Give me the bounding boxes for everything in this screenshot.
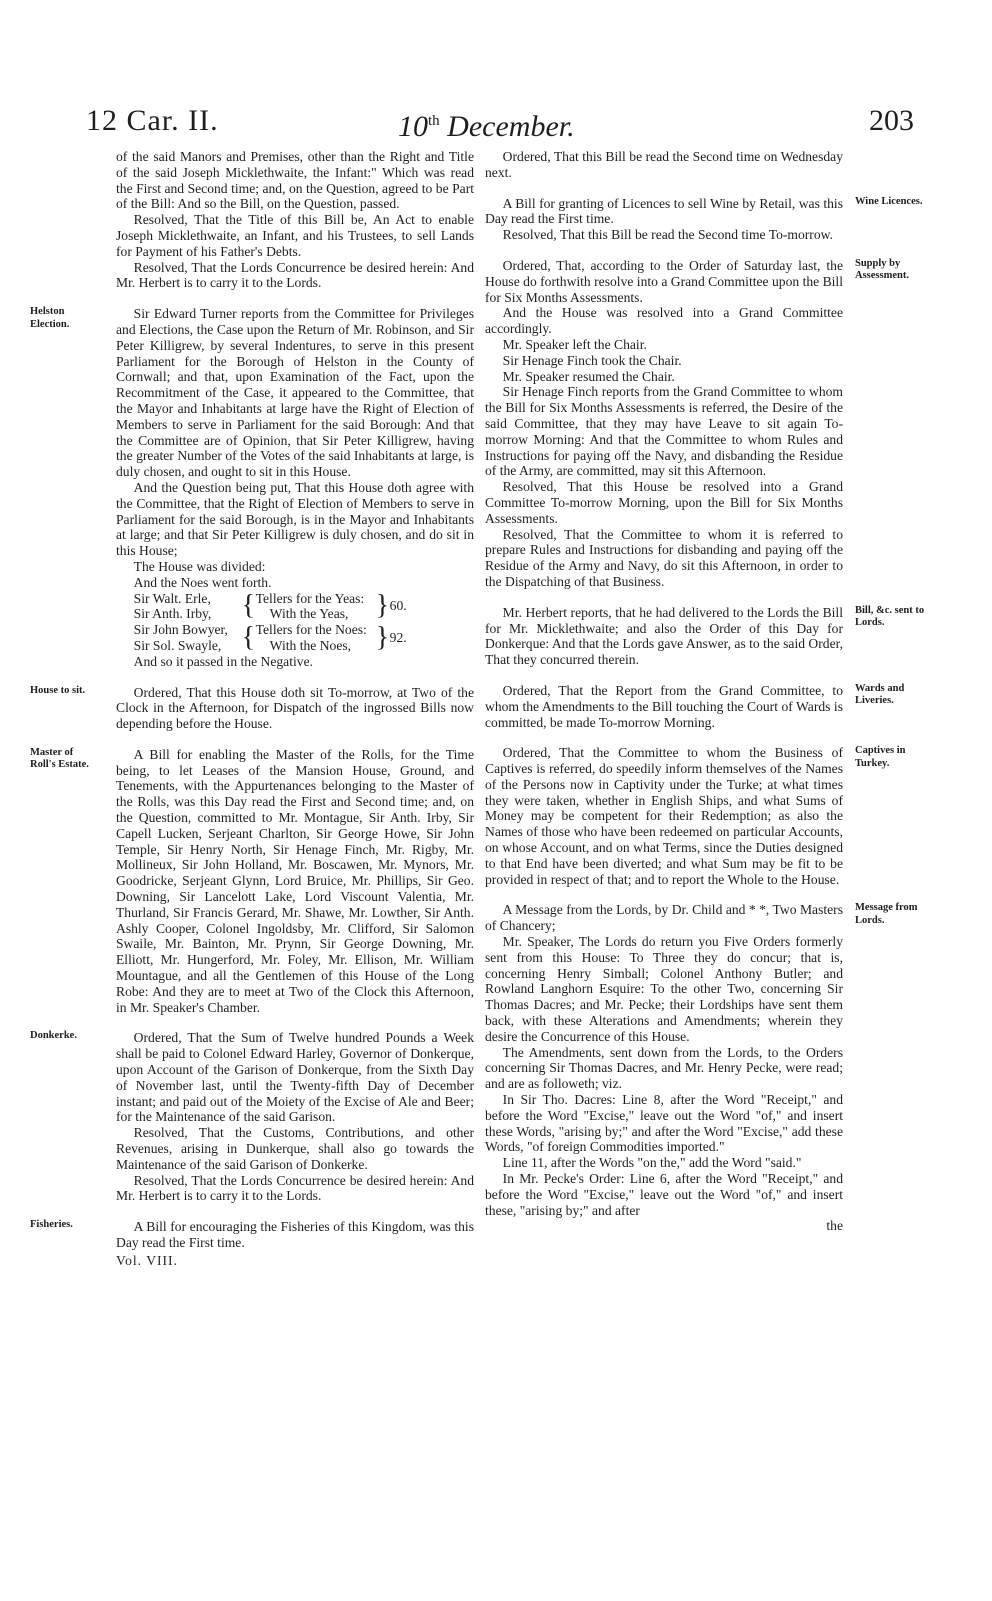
margin-note: Bill, &c. sent to Lords. [855,604,925,629]
paragraph: Mr. Herbert reports, that he had delivered to the Lords the Bill for Mr. Micklethwaite; and also the Order of this Day for Donkerque: And that the Lords gave Answer, as to the said Order, That they concurred therein. [485,604,843,668]
paragraph: Ordered, That the Sum of Twelve hundred Pounds a Week shall be paid to Colonel Edward Harley, Governor of Donkerque, upon Account of the Garison of Donkerque, from the Sixth Day of November last, until the Twenty-fifth Day of December instant; and paid out of the Moiety of the Excise of Ale and Beer; for the Maintenance of the said Garison. [116,1030,474,1125]
paragraph: Resolved, That the Lords Concurrence be desired herein: And Mr. Herbert is to carry it to the Lords. [116,259,474,291]
paragraph: Line 11, after the Words "on the," add the Word "said." [502,1155,802,1171]
bill-sent-entry [485,604,925,668]
paragraph: The Amendments, sent down from the Lords, to the Orders concerning Sir Thomas Dacres, and Mr. Henry Pecke, were read; and are as followeth; viz. [485,1044,843,1092]
paragraph: Resolved, That this House be resolved into a Grand Committee To-morrow Morning, upon the Bill for Six Months Assessments. [485,479,843,526]
paragraph: A Bill for encouraging the Fisheries of this Kingdom, was this Day read the First time. [116,1219,474,1250]
header-day-suffix: th [428,113,440,129]
paragraph: A Bill for enabling the Master of the Rolls, for the Time being, to let Leases of the Mansion House, Ground, and Tenements, with the Appurtenances belonging to the Master of the Rolls, was this Day read the First and Second time; and, on the Question, committed to Mr. Montague, Sir Anth. Irby, Sir Capell Lucken, Serjeant Charlton, Sir George Howe, Sir John Temple, Sir Henry North, Sir Henage Finch, Mr. Rigby, Mr. Mollineux, Sir John Holland, Mr. Boscawen, Mr. Mynors, Mr. Goodricke, Serjeant Glynn, Lord Bruice, Mr. Phillips, Sir Geo. Downing, Sir Lancelott Lake, Lord Viscount Valentia, Mr. Thurland, Sir Francis Gerard, Mr. Shawe, Mr. Lowther, Sir Anth. Ashly Cooper, Colonel Ingoldsby, Mr. Clifford, Sir Salomon Swaile, Mr. Bainton, Mr. Prynn, Sir George Downing, Mr. Elliott, Mr. Hungerford, Mr. Foley, Mr. Ellison, Mr. William Mountague, and all the Gentlemen of this House of the Long Robe: And they are to meet at Two of the Clock this Afternoon, in Mr. Speaker's Chamber. [116,746,474,1015]
captives-entry [485,745,906,887]
paragraph: The House was divided: [133,558,266,574]
house-to-sit-entry [30,684,474,732]
message-lords-entry [485,902,918,1218]
noes-count: 92. [389,630,407,645]
paragraph: Sir Edward Turner reports from the Committee for Privileges and Elections, the Case upon the Return of Mr. Robinson, and Sir Peter Killigrew, by several Indentures, to serve in this present Parliament for the Borough of Helston in the County of Cornwall; and that, upon Examination of the Fact, upon the Recommitment of the Case, it appeared to the Committee, that the Mayor and Inhabitants at large have the Right of Election of Members to serve in Parliament for the said Borough: And that the Committee are of Opinion, that Sir Peter Killigrew, having the greater Number of the Votes of the said Inhabitants at large, is duly chosen, and ought to sit in this House. [116,306,474,480]
teller-role: With the Yeas, [269,606,349,622]
fisheries-entry [30,1219,474,1251]
paragraph: Resolved, That the Lords Concurrence be desired herein: And Mr. Herbert is to carry it to the Lords. [116,1172,474,1204]
teller-role: Tellers for the Noes: [255,622,367,638]
paragraph: Resolved, That this Bill be read the Second time To-morrow. [502,227,833,243]
teller-role: With the Noes, [269,637,352,653]
wine-licences-entry [485,195,923,243]
header-date [398,102,575,143]
paragraph: In Mr. Pecke's Order: Line 6, after the Word "Receipt," and before the Word "Excise," leave out the Word "of," and insert these, "arising by;" and after [485,1171,843,1218]
right-column [485,149,925,1234]
catchword: the [826,1218,843,1234]
teller-name: Sir John Bowyer, [133,622,228,638]
paragraph: Ordered, That the Committee to whom the Business of Captives is referred, do speedily inform themselves of the Names of the Persons now in Captivity under the Turke; at what times they were taken, whether in English Ships, and what Sums of Money may be competent for their Redemption; as also the Names of those who have been redeemed on particular Accounts, on whose Account, and on what Terms, since the Duties designed to that End have been diverted; and what Sum may be fit to be provided in respect of that; and to report the Whole to the House. [485,745,843,887]
margin-note: Wards and Liveries. [855,682,905,707]
tellers-noes: Sir John Bowyer, Sir Sol. Swayle, { Tellers for the Noes: With the Noes, } 92. [134,622,474,654]
paragraph: Ordered, That, according to the Order of Saturday last, the House do forthwith resolve into a Grand Committee upon the Bill for Six Months Assessments. [485,257,843,305]
paragraph: And the Question being put, That this House doth agree with the Committee, that the Right of Election of Members to serve in Parliament for the said Borough, is in the Mayor and Inhabitants at large; and that Sir Peter Killigrew is duly chosen, and do sit in this House; [116,479,474,559]
paragraph: And so it passed in the Negative. [133,653,313,669]
margin-note: Master of Roll's Estate. [30,746,89,771]
margin-note: Donkerke. [30,1030,77,1042]
yeas-count: 60. [389,598,407,614]
master-of-rolls-entry [30,746,474,1016]
paragraph: Mr. Speaker, The Lords do return you Five Orders formerly sent from this House: To Three they do concur; that is, concerning Henry Simball; Colonel Anthony Butler; and Rowland Langhorn Esquire: To the other Two, concerning Sir Thomas Dacres; and Mr. Pecke; their Lordships have sent them back, with these Alterations and Amendments; wherein they desire the Concurrence of this House. [485,934,843,1044]
paragraph: Mr. Speaker left the Chair. [502,336,647,352]
teller-name: Sir Anth. Irby, [133,606,212,622]
donkerke-entry [30,1030,474,1204]
teller-name: Sir Sol. Swayle, [133,637,222,653]
margin-note: Message from Lords. [855,902,918,926]
paragraph: And the House was resolved into a Grand Committee accordingly. [485,305,843,337]
left-column [30,149,474,1269]
paragraph: And the Noes went forth. [133,574,272,590]
tellers-table [134,591,474,654]
paragraph: A Message from the Lords, by Dr. Child and * *, Two Masters of Chancery; [485,902,843,934]
paragraph: Mr. Speaker resumed the Chair. [502,368,675,384]
supply-assessment-entry [485,257,909,590]
paragraph: In Sir Tho. Dacres: Line 8, after the Word "Receipt," and before the Word "Excise," leave out the Word "of," and insert these Words, "arising by;" and after the Word "Excise," add these Words, "of foreign Commodities imported." [485,1092,843,1155]
volume-footer: Vol. VIII. [116,1252,178,1268]
paragraph: Resolved, That the Committee to whom it is referred to prepare Rules and Instructions for disbanding and paying off the Residue of the Army and Navy, do sit this Afternoon, in order to the Dispatching of that Business. [485,526,843,589]
helston-election-entry [30,306,474,669]
paragraph: Ordered, That this House doth sit To-morrow, at Two of the Clock in the Afternoon, for Dispatch of the ingrossed Bills now depending before the House. [116,684,474,732]
teller-role: Tellers for the Yeas: [255,590,365,606]
paragraph: Resolved, That the Title of this Bill be, An Act to enable Joseph Micklethwaite, an Infant, and his Trustees, to sell Lands for Payment of his Father's Debts. [116,212,474,259]
page-number: 203 [869,104,914,137]
paragraph: Sir Henage Finch took the Chair. [502,352,682,368]
paragraph: Sir Henage Finch reports from the Grand Committee to whom the Bill for Six Months Assessments is referred, the Desire of the said Committee, that they may have Leave to sit again To-morrow Morning: And that the Committee to whom Rules and Instructions for paying off the Navy, and disbanding the Residue of the Army, are committed, may sit this Afternoon. [485,384,843,479]
margin-note: Fisheries. [30,1219,73,1231]
margin-note: Captives in Turkey. [855,745,906,769]
paragraph: Ordered, That the Report from the Grand Committee, to whom the Amendments to the Bill touching the Court of Wards is committed, be made To-morrow Morning. [485,682,843,730]
margin-note: Helston Election. [30,306,70,330]
margin-note: Wine Licences. [855,195,923,207]
header-day: 10 [398,110,428,143]
paragraph: A Bill for granting of Licences to sell Wine by Retail, was this Day read the First time. [485,195,843,227]
tellers-yeas: Sir Walt. Erle, Sir Anth. Irby, { Tellers for the Yeas: With the Yeas, } 60. [134,591,474,623]
margin-note: Supply by Assessment. [855,257,909,282]
wards-liveries-entry [485,682,905,730]
paragraph: Resolved, That the Customs, Contributions, and other Revenues, arising in Dunkerque, shall also go towards the Maintenance of the said Garison of Donkerke. [116,1125,474,1172]
header-month: December. [447,110,575,143]
header-regnal-year: 12 Car. II. [86,104,219,137]
teller-name: Sir Walt. Erle, [133,590,211,606]
margin-note: House to sit. [30,684,86,696]
paragraph: Ordered, That this Bill be read the Second time on Wednesday next. [485,149,843,180]
paragraph: of the said Manors and Premises, other than the Right and Title of the said Joseph Micklethwaite, the Infant:" Which was read the First and Second time; and, on the Question, agreed to be Part of the Bill: And so the Bill, on the Question, passed. [116,149,474,212]
